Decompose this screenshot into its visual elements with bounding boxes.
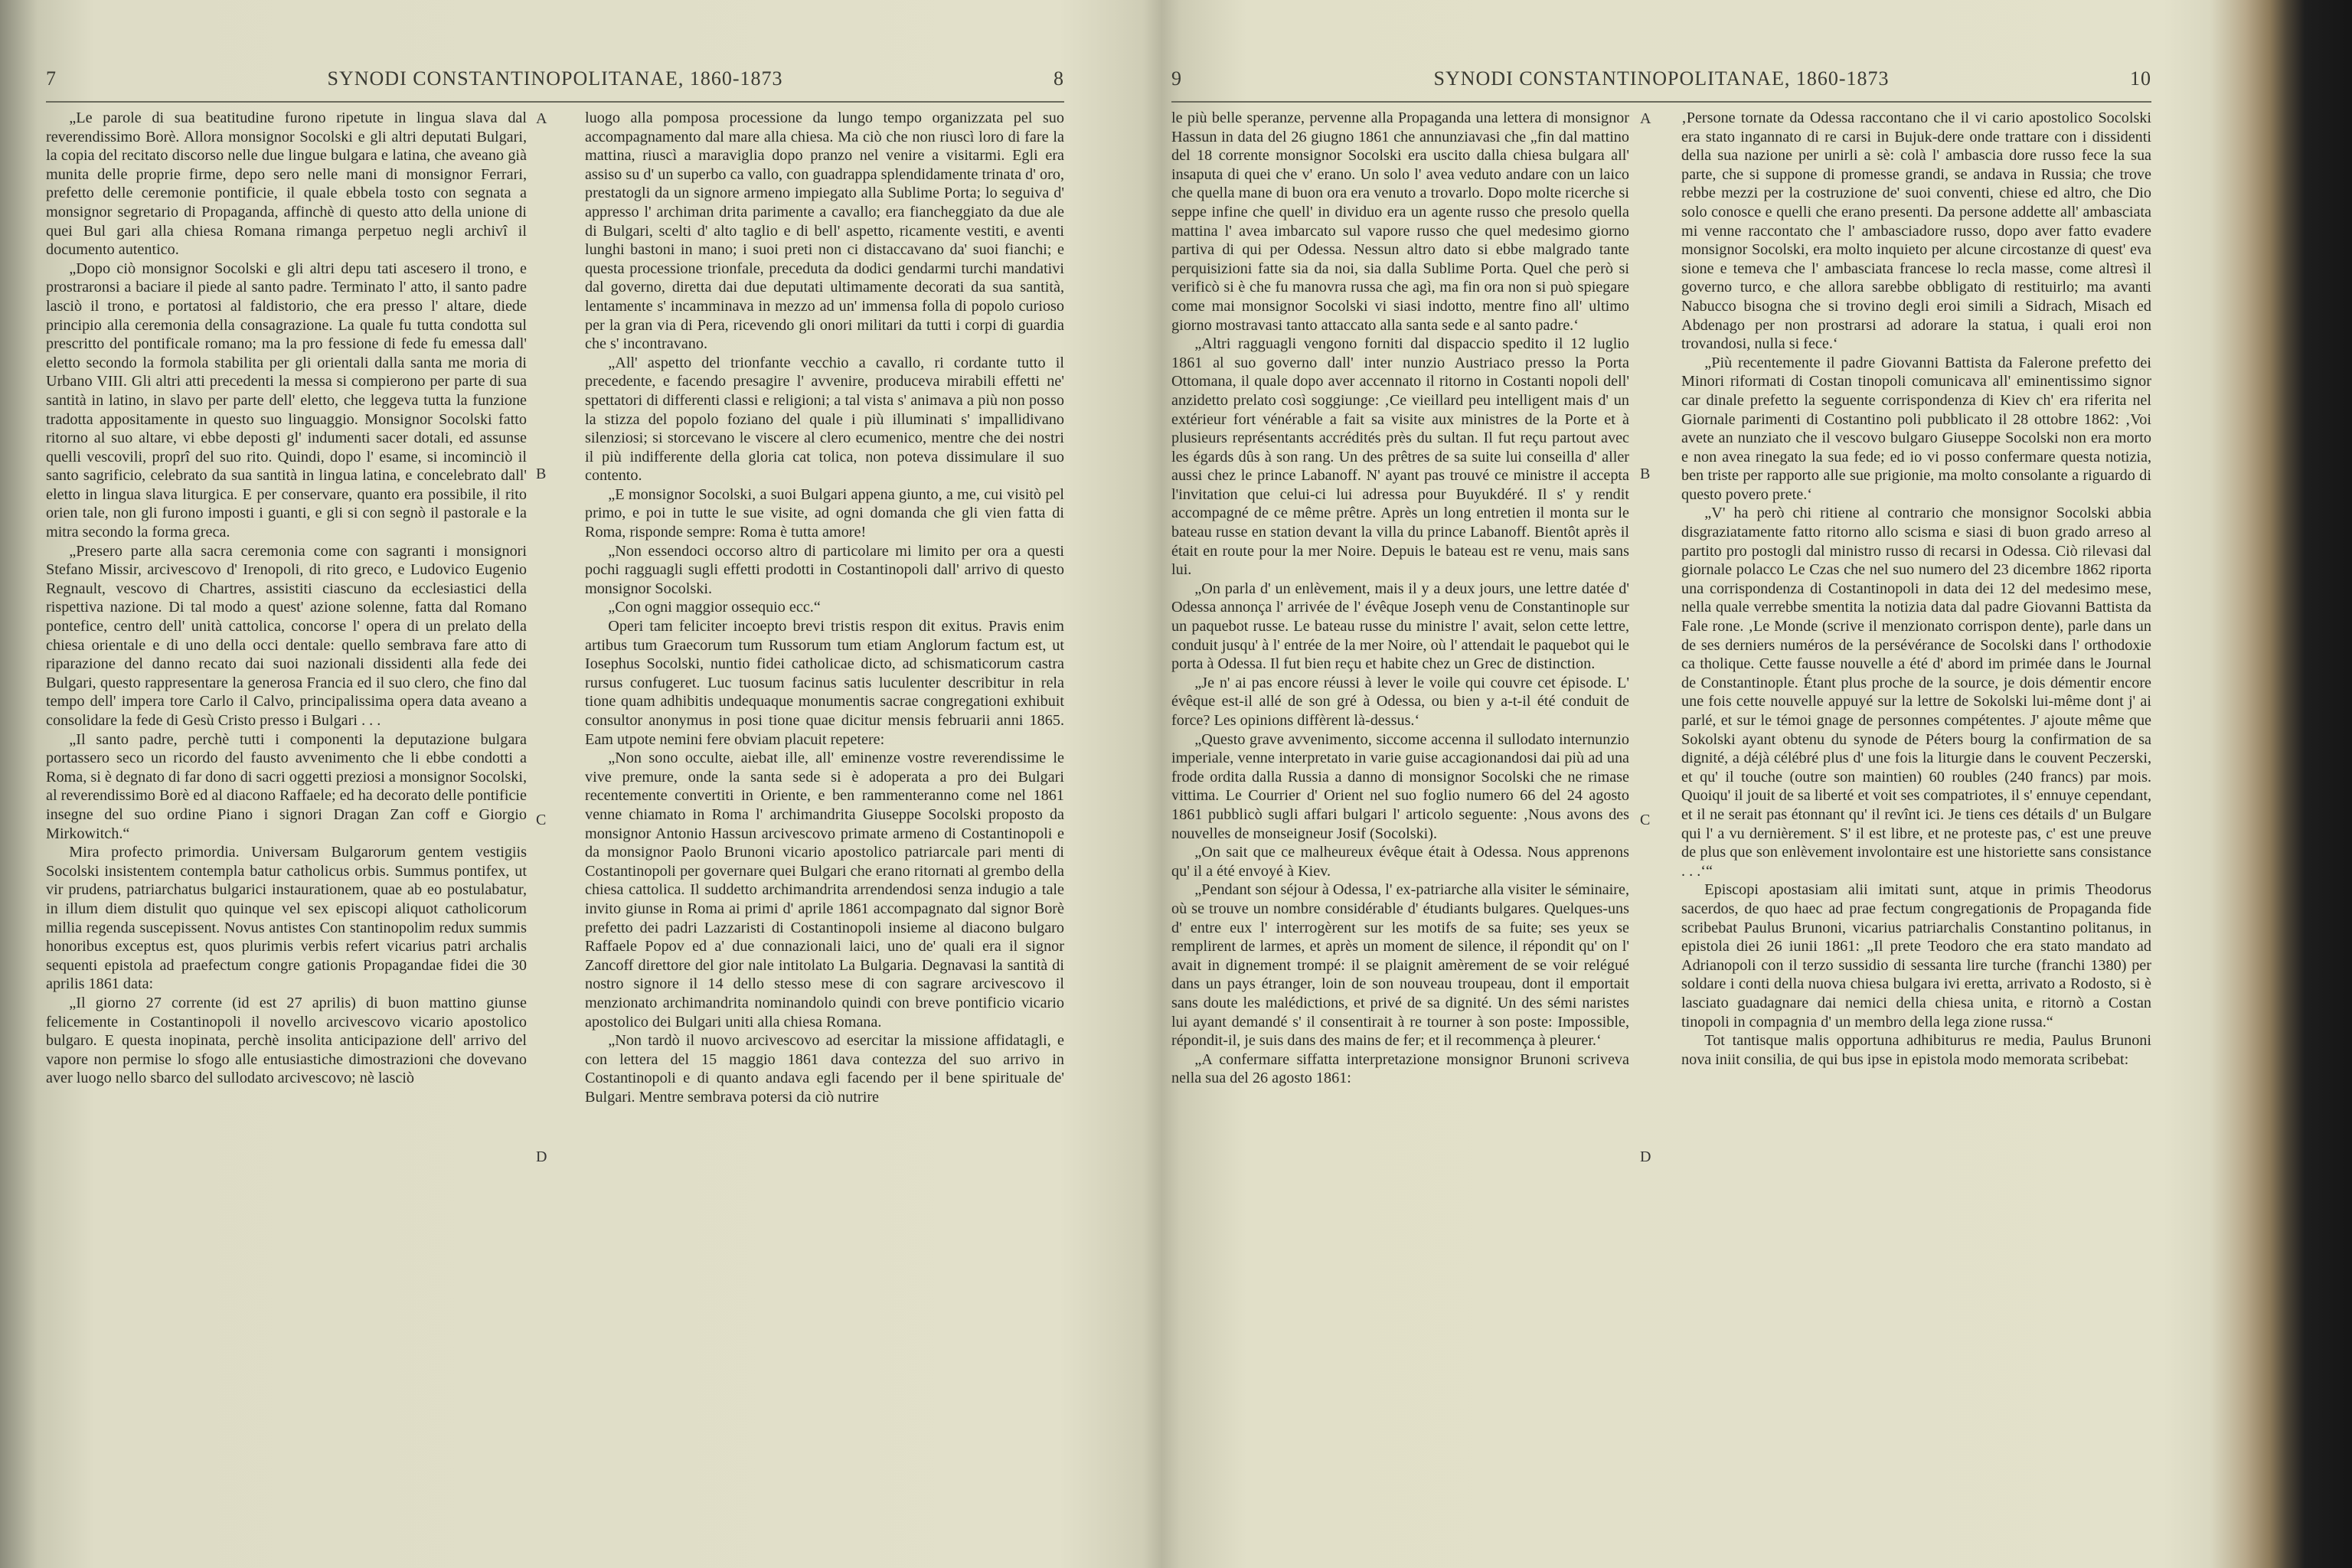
paragraph: „Non essendoci occorso altro di particolare mi limito per ora a questi pochi ragguagli sugli effetti prodotti in Costantinopoli dall' arrivo di questo monsignor Socolski. [585, 542, 1064, 597]
paragraph: „Altri ragguagli vengono forniti dal dispaccio spedito il 12 luglio 1861 al suo governo dall' inter nunzio Austriaco presso la Porta Ottomana, il quale dopo aver accennato il ritorno in Costanti nopoli dell' anzidetto prelato così soggiunge: ‚Ce vieillard peu intelligent mais d' un extérieur fort vénérable a fait sa visite aux ministres de la Porte et à plusieurs représentants accrédités près du sultan. Il fut reçu partout avec les égards dûs à son rang. Un des prêtres de sa suite lui conseilla d' aller aussi chez le prince Labanoff. N' ayant pas trouvé ce ministre il accepta l'invitation que celui-ci lui adressa pour Buyukdéré. Il s' y rendit accompagné de ce même prêtre. Après un long entretien il monta sur le bateau russe en station devant la villa du prince Labanoff. Bientôt après il était en route pour la mer Noire. Depuis le bateau est re venu, mais sans lui. [1171, 335, 1629, 579]
paragraph: „Il santo padre, perchè tutti i componenti la deputazione bulgara portassero seco un ricordo del fausto avvenimento che li ebbe condotti a Roma, si è degnato di far dono di sacri oggetti preziosi a monsignor Socolski, al reverendissimo Borè ed al diacono Raffaele; ed ha decorato delle pontificie insegne del suo ordine Piano i signori Dragan Zan coff e Giorgio Mirkowitch.“ [46, 730, 527, 842]
page-number: 8 [1054, 67, 1064, 90]
paragraph: „On parla d' un enlèvement, mais il y a deux jours, une lettre datée d' Odessa annonça l' arrivée de l' évêque Joseph venu de Constantinople sur un paquebot russe. Le bateau russe du ministre l' avait, selon cette lettre, conduit jusqu' à l' entrée de la mer Noire, où l' attendait le paquebot qui le porta à Odessa. Il fut bien reçu et habite chez un Grec de distinction. [1171, 580, 1629, 673]
paragraph: „Con ogni maggior ossequio ecc.“ [608, 599, 821, 616]
paragraph: „V' ha però chi ritiene al contrario che monsignor Socolski abbia disgraziatamente fatto ritorno allo scisma e siasi di buon grado arreso al partito pro postogli dal ministro russo di recarsi in Odessa. Ciò rilevasi dal giornale polacco Le Czas che nel suo numero del 23 dicembre 1862 riporta una corrispondenza di Costantinopoli in data dei 12 del medesimo mese, nella quale verrebbe smentita la notizia data dal padre Giovanni Battista da Fale rone. ‚Le Monde (scrive il menzionato corrispon dente), parle dans un de ses derniers numéros de la persévérance de Socolski dans l' orthodoxie ca tholique. Cette fausse nouvelle a été d' abord im primée dans le Journal de Constantinople. Étant plus proche de la source, je dois démentir encore une fois cette nouvelle appuyé sur la lettre de Sokolski lui-même dont j' ai parlé, et sur le témoi gnage de personnes compétentes. J' ajoute même que Sokolski ayant obtenu du synode de Péters bourg la confirmation de sa dignité, a déjà célébré plus d' une fois la liturgie dans le couvent Peczerski, et qu' il touche (outre son maintien) 60 roubles (240 francs) par mois. Quoiqu' il jouit de sa liberté et voit ses compatriotes, il s' ennuye cependant, et il ne serait pas étonnant qu' il revînt ici. Je tiens ces détails d' un Bulgare qui l' a vu dernièrement. S' il est libre, et ne proteste pas, c' est une preuve de plus que son enlèvement involontaire est une historiette sans consistance . . .‘“ [1681, 505, 2151, 880]
paragraph: Episcopi apostasiam alii imitati sunt, atque in primis Theodorus sacerdos, de quo haec ad prae fectum congregationis de Propaganda fide scribebat Paulus Brunoni, vicarius patriarchalis Constantino politanus, in epistola diei 26 iunii 1861: „Il prete Teodoro che era stato mandato ad Adrianopoli con il terzo sussidio di sessanta lire turche (franchi 1380) per soldare i conti della nuova chiesa bulgara ivi eretta, arrivato a Rodosto, si è lasciato guadagnare dai nemici della chiesa unita, e ritornò a Costan tinopoli in compagnia d' un membro della lega zione russa.“ [1681, 881, 2151, 1031]
paragraph: „Je n' ai pas encore réussi à lever le voile qui couvre cet épisode. L' évêque est-il allé de son gré à Odessa, ou bien y a-t-il été conduit de force? Les opinions diffèrent là-dessus.‘ [1171, 674, 1629, 729]
right-page [1171, 0, 2151, 1568]
paragraph: le più belle speranze, pervenne alla Propaganda una lettera di monsignor Hassun in data del 26 giugno 1861 che annunziavasi che „fin dal mattino del 18 corrente monsignor Socolski era uscito dalla chiesa bulgara all' insaputa di quei che v' erano. Un solo l' avea veduto andare con un laico che quella mane di buon ora era venuto a trovarlo. Dopo molte ricerche si seppe infine che quell' in dividuo era un agente russo che presolo quella mattina l' avea imbarcato sul vapore russo che quel medesimo giorno partiva di qui per Odessa. Nessun altro dato si ebbe malgrado tante perquisizioni fatte sia da noi, sia dalla Sublime Porta. Quel che però si verificò si è che fu manovra russa che agì, ma fin ora non si può spiegare come mai monsignor Socolski vi siasi indotto, mentre fino all' ultimo giorno mostravasi tanto attaccato alla santa sede e al santo padre.‘ [1171, 109, 1629, 334]
paragraph: Tot tantisque malis opportuna adhibiturus re media, Paulus Brunoni nova iniit consilia, de qui bus ipse in epistola modo memorata scribebat: [1681, 1032, 2151, 1068]
section-marker: C [1640, 812, 1651, 828]
running-title: SYNODI CONSTANTINOPOLITANAE, 1860-1873 [327, 67, 783, 90]
running-header [1171, 67, 2151, 95]
section-marker: D [1640, 1148, 1651, 1165]
paragraph: „Presero parte alla sacra ceremonia come con sagranti i monsignori Stefano Missir, arcivescovo d' Irenopoli, di rito greco, e Ludovico Eugenio Regnault, vescovo di Chartres, assistiti ciascuno da ecclesiastici della rispettiva nazione. Di tal modo a quest' azione solenne, fatta dal Romano pontefice, centro dell' unità cattolica, concorse l' opera di un prelato della chiesa orientale e di uno della occi dentale: quello sembrava fare atto di riparazione del danno recato dai suoi nazionali dissidenti alla fede dei Bulgari, questo rappresentare la generosa Francia ed il suo clero, che fino dal tempo dell' impera tore Carlo il Calvo, principalissima opera data aveano a consolidare la fede di Gesù Cristo presso i Bulgari . . . [46, 542, 527, 729]
paragraph: luogo alla pomposa processione da lungo tempo organizzata pel suo accompagnamento dal mare alla chiesa. Ma ciò che non riuscì loro di fare la mattina, riuscì a maraviglia dopo pranzo nel venire a visitarmi. Egli era assiso su d' un superbo ca vallo, con guadrappa splendidamente trinata d' oro, prestatogli da un signore armeno impiegato alla Sublime Porta; lo seguiva d' appresso l' archiman drita parimente a cavallo; era fiancheggiato da due alе di Bulgari, scelti d' alto taglio e di bell' aspetto, ricamente vestiti, e aventi lunghi bastoni in mano; i suoi preti non ci distaccavano da' suoi fianchi; e questa processione trionfale, preceduta da dodici gendarmi turchi mandativi dal governo, diretta dai due deputati ultimamente decorati da sua santità, lentamente s' incamminava in mezzo ad un' immensa folla di popolo curioso per la gran via di Pera, ricevendo gli onori militari da tutti i corpi di guardia che s' incontravano. [585, 109, 1064, 353]
paragraph: ‚Persone tornate da Odessa raccontano che il vi cario apostolico Socolski era stato ingannato di re carsi in Bujuk-dere onde trattare con i dissidenti della sua nazione per unirli a sè: colà l' ambascia dore russo fece la sua parte, che si suppone di promesse grandi, se andava in Russia; che trove rebbe mezzi per la costruzione de' suoi conventi, chiese ed altro, che Dio solo conosce e quelli che erano presenti. Da persone addette all' ambasciata mi venne raccontato che l' ambasciadore russo, dopo aver fatto evadere monsignor Socolski, era molto inquieto per alcune circostanze di quest' eva sione e temeva che l' ambasciata francese lo recla masse, come altresì il governo turco, e che allora sarebbe obbligato di restituirlo; ma avanti Nabucco bisogna che si trovino degli eroi simili a Sidrach, Misach ed Abdenago per non prostrarsi ad adorare la statua, i quali eroi non trovandosi, nulla si fece.‘ [1681, 109, 2151, 353]
section-marker: B [536, 466, 547, 482]
paragraph: „Le parole di sua beatitudine furono ripetute in lingua slava dal reverendissimo Borè. Allora monsignor Socolski e gli altri deputati Bulgari, la copia del recitato discorso nelle due lingue bulgara e latina, che aveano già munita delle proprie firme, depo sero nelle mani di monsignor Ferrari, prefetto delle ceremonie pontificie, il quale ebbela tosto con segnata a monsignor segretario di Propaganda, affinchè di questo atto della unione di quei Bul gari alla chiesa Romana rimanga perpetuo negli archivî il documento autentico. [46, 109, 527, 259]
running-title: SYNODI CONSTANTINOPOLITANAE, 1860-1873 [1433, 67, 1890, 90]
left-page [46, 0, 1064, 1568]
paragraph: „Questo grave avvenimento, siccome accenna il sullodato internunzio imperiale, venne interpretato in varie guise accagionandosi dai più ad una frode ordita dalla Russia a danno di monsignor Socolski che ne rimase vittima. Le Courrier d' Orient nel suo foglio numero 66 del 24 agosto 1861 pubblicò sugli affari bulgari l' articolo seguente: ‚Nous avons des nouvelles de monseigneur Josif (Socolski). [1171, 730, 1629, 842]
section-marker: D [536, 1148, 547, 1165]
paragraph: „Non sono occulte, aiebat ille, all' eminenze vostre reverendissime le vive premure, onde la santa sede si è adoperata a pro dei Bulgari recentemente convertiti in Oriente, e ben rammenteranno come nel 1861 venne chiamato in Roma l' archimandrita Giuseppe Socolski proposto da monsignor Antonio Hassun arcivescovo primate armeno di Costantinopoli e da monsignor Paolo Brunoni vicario apostolico patriarcale pari menti di Costantinopoli per governare quei Bulgari che erano ritornati al grembo della chiesa cattolica. Il suddetto archimandrita arrendendosi senza indugio a tale invito giunse in Roma ai primi d' aprile 1861 accompagnato dal signor Borè prefetto dei padri Lazzaristi di Costantinopoli insieme al diacono bulgaro Raffaele Popov ed a' due connazionali laici, uno de' quali era il signor Zancoff direttore del gior nale intitolato La Bulgaria. Degnavasi la santità di nostro signore il 14 dello stesso mese di con sagrare arcivescovo il menzionato archimandrita nominandolo quindi con breve pontificio vicario apostolico dei Bulgari uniti alla chiesa Romana. [585, 750, 1064, 1031]
page-number: 10 [2130, 67, 2151, 90]
paragraph: „Dopo ciò monsignor Socolski e gli altri depu tati ascesero il trono, e prostraronsi a baciare il piede al santo padre. Terminato l' atto, il santo padre lasciò il trono, e portatosi al faldistorio, che era presso l' altare, diede principio alla ceremonia della consagrazione. La quale fu tutta condotta sul prescritto del pontificale romano; ma la pro fessione di fede fu emessa dall' eletto secondo la formola stabilita per gli orientali dalla santa me moria di Urbano VIII. Gli altri atti precedenti la messa si compierono per parte di sua santità in latino, in slavo per parte dell' eletto, che leggeva tutta la funzione tradotta appositamente in questo suo linguaggio. Monsignor Socolski fatto ritorno al suo altare, vi ebbe deposti gl' indumenti sacer dotali, ed assunse quelli vescovili, proprî del suo rito. Quindi, dopo l' esame, si incominciò il santo sagrificio, celebrato da sua santità in lingua latina, e concelebrato dall' eletto in lingua slava liturgica. E per conservare, quanto era possibile, il rito orien tale, non gli furono imposti i guanti, e gli si con segnò il pastorale e la mitra secondo la forma greca. [46, 260, 527, 541]
paragraph: „All' aspetto del trionfante vecchio a cavallo, ri cordante tutto il precedente, e facendo presagire l' avvenire, produceva mirabili effetti ne' spettatori di differenti classi e religioni; a tal vista s' animava a più non posso la stizza del popolo foziano del quale i più illuminati s' impallidivano silenziosi; si storcevano le viscere al clero ecumenico, mentre che dei nostri il più indifferente della gloria cat tolica, non poteva dissimulare il suo contento. [585, 354, 1064, 485]
paragraph: „E monsignor Socolski, a suoi Bulgari appena giunto, a me, cui visitò pel primo, e poi in tutte le sue visite, ad ogni domanda che gli vien fatta di Roma, risponde sempre: Roma è tutta amore! [585, 485, 1064, 541]
section-marker: A [536, 110, 547, 127]
text-column [585, 109, 1064, 1533]
section-marker: A [1640, 110, 1651, 127]
paragraph: „A confermare siffatta interpretazione monsignor Brunoni scriveva nella sua del 26 agosto 1861: [1171, 1050, 1629, 1087]
running-header [46, 67, 1064, 95]
paragraph: „Non tardò il nuovo arcivescovo ad esercitar la missione affidatagli, e con lettera del 15 maggio 1861 dava contezza del suo arrivo in Costantinopoli e di quanto andava egli facendo per il bene spirituale de' Bulgari. Mentre sembrava potersi da ciò nutrire [585, 1032, 1064, 1106]
paragraph: „Più recentemente il padre Giovanni Battista da Falerone prefetto dei Minori riformati di Costan tinopoli comunicava all' eminentissimo signor car dinale prefetto la seguente corrispondenza di Kiev ch' era riferita nel Giornale parimenti di Costantino poli pubblicato il 28 ottobre 1862: ‚Voi avete an nunziato che il vescovo bulgaro Giuseppe Socolski non era morto e non avea rinegato la sua fede; ed io vi posso confermare questa notizia, ben triste per rapporto alle sue prigionie, ma molto consolante a riguardo di questo povero prete.‘ [1681, 354, 2151, 503]
page-number: 7 [46, 67, 57, 90]
paragraph: „Pendant son séjour à Odessa, l' ex-patriarche alla visiter le séminaire, où se trouve un nombre considérable d' étudiants bulgares. Quelques-uns d' entre eux l' interrogèrent sur les motifs de sa fuite; ses yeux se remplirent de larmes, et après un moment de silence, il répondit qu' on l' avait in dignement trompé: il se plaignit amèrement de se voir relégué dans un pays étranger, loin de son nouveau troupeau, dont il emportait sans doute les malédictions, et privé de sa dignité. Un des sémi naristes lui ayant demandé s' il consentirait à re tourner à son poste: Impossible, répondit-il, je suis dans des mains de fer; et il recommença à pleurer.‘ [1171, 881, 1629, 1050]
text-column [46, 109, 527, 1533]
section-marker: B [1640, 466, 1651, 482]
paragraph: „On sait que ce malheureux évêque était à Odessa. Nous apprenons qu' il a été envoyé à Kiev. [1171, 844, 1629, 880]
text-column [1171, 109, 1629, 1533]
page-number: 9 [1171, 67, 1182, 90]
text-column [1681, 109, 2151, 1533]
section-marker: C [536, 812, 547, 828]
paragraph: Mira profecto primordia. Universam Bulgarorum gentem vestigiis Socolski insistentem contempla batur catholicus orbis. Summus pontifex, ut vir prudens, patriarchatus bulgarici instaurationem, quae ab eo postulabatur, in illum diem distulit quo quinque vel sex episcopi aliquot catholicorum millia regenda suscepissent. Novus antistes Con stantinopolim redux summis honoribus exceptus est, quos plurimis verbis refert vicarius patri archalis sequenti epistola ad praefectum congre gationis Propagandae fidei die 30 aprilis 1861 data: [46, 844, 527, 993]
paragraph: Operi tam feliciter incoepto brevi tristis respon dit exitus. Pravis enim artibus tum Graecorum tum Russorum tum etiam Anglorum factum est, ut Iosephus Socolski, nuntio fidei catholicae dicto, ad schismaticorum castra rursus confugeret. Luc tuosum facinus satis luculenter describitur in rela tione quam adhibitis undequaque monumentis sacrae congregationi exhibuit consultor anonymus in posi tione quae dicitur mensis februarii anni 1865. Eam utpote nemini fere obviam placuit repetere: [585, 618, 1064, 748]
header-rule [1171, 101, 2151, 103]
header-rule [46, 101, 1064, 103]
paragraph: „Il giorno 27 corrente (id est 27 aprilis) di buon mattino giunse felicemente in Costantinopoli il novello arcivescovo vicario apostolico bulgaro. E questa inopinata, perchè insolita anticipazione dell' arrivo del vapore non permise lo sfogo alle entusiastiche dimostrazioni che dovevano aver luogo nello sbarco del sullodato arcivescovo; nè lasciò [46, 994, 527, 1087]
